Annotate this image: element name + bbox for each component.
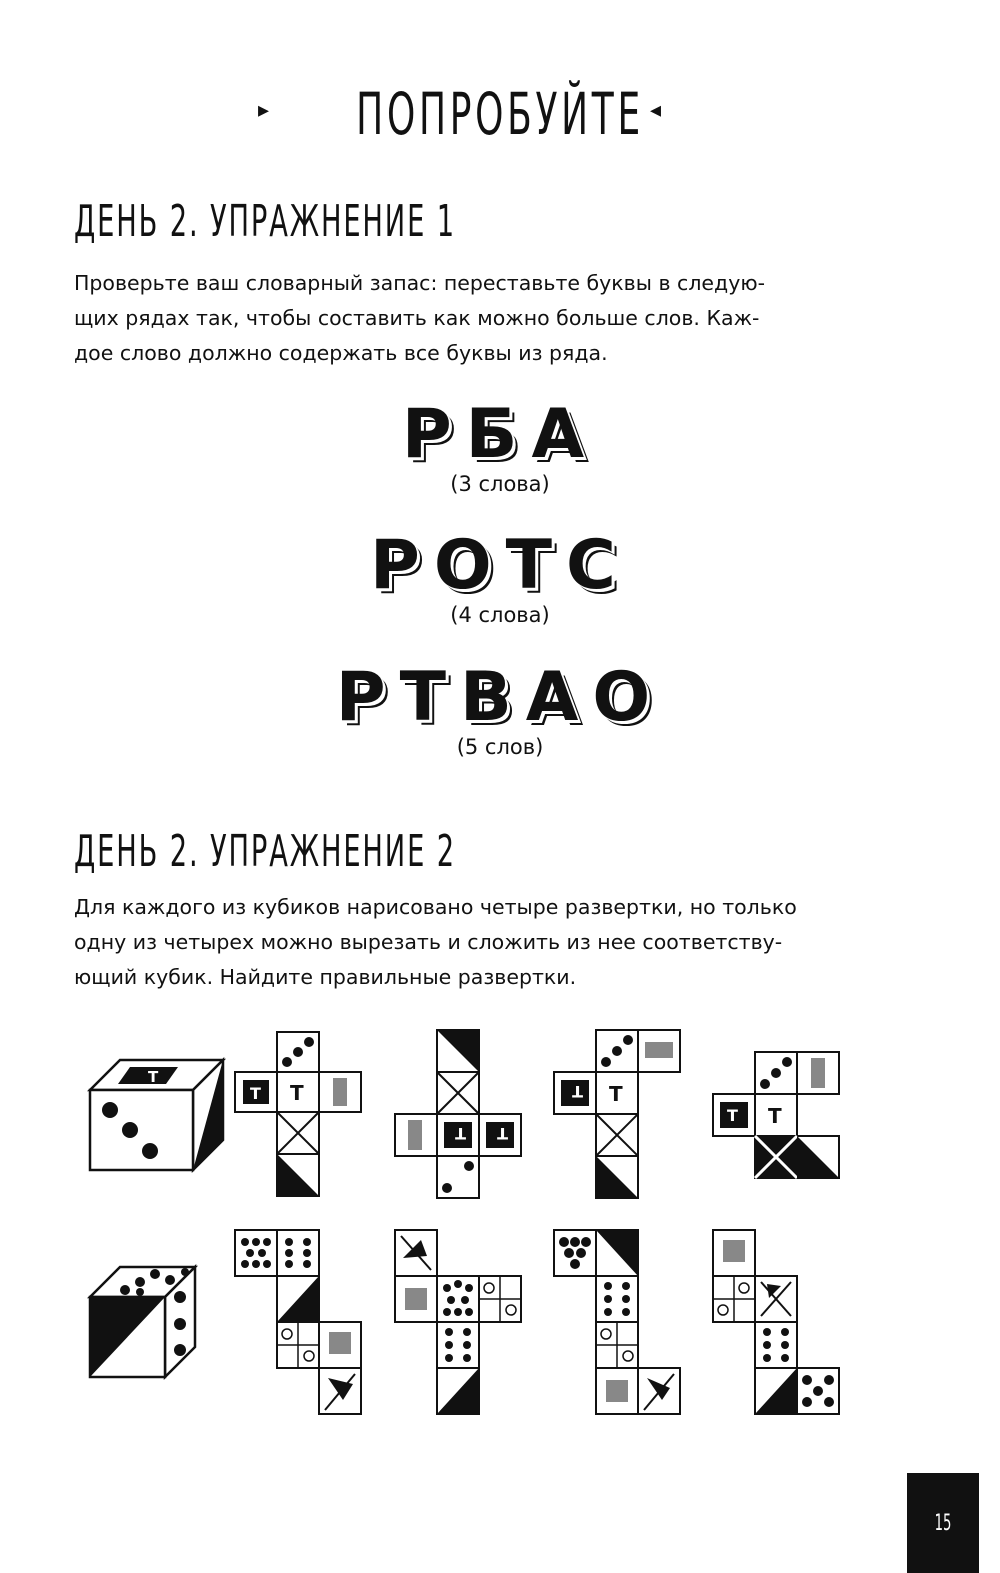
svg-text:T: T: [250, 1084, 261, 1103]
cube-net-1d: [711, 1050, 843, 1180]
exercise1-text-line: щих рядах так, чтобы составить как можно больше слов. Каж-: [74, 306, 760, 330]
svg-text:T: T: [455, 1124, 466, 1143]
word-letters: РОТС: [370, 526, 630, 605]
cube-net-1a: [233, 1030, 365, 1200]
svg-text:T: T: [609, 1082, 623, 1106]
page-number-tab: [907, 1473, 979, 1573]
cube-2-illustration: [85, 1262, 205, 1382]
svg-text:T: T: [148, 1068, 159, 1086]
exercise2-title: ДЕНЬ 2. УПРАЖНЕНИЕ 2: [74, 826, 456, 877]
cube-net-2a: [233, 1228, 365, 1418]
svg-text:T: T: [727, 1106, 738, 1125]
page-title: ПОПРОБУЙТЕ: [356, 80, 644, 148]
exercise1-text-line: Проверьте ваш словарный запас: переставьте буквы в следую-: [74, 271, 766, 295]
exercise1-text-line: дое слово должно содержать все буквы из ряда.: [74, 341, 608, 365]
cube-net-2b: [393, 1228, 525, 1418]
cube-net-2d: [711, 1228, 843, 1418]
word-count: (3 слова): [450, 472, 550, 496]
exercise1-text: [74, 266, 874, 371]
page-number: 15: [934, 1511, 952, 1536]
svg-text:T: T: [290, 1081, 304, 1105]
svg-text:T: T: [572, 1082, 583, 1101]
header-arrow-right: ◂: [650, 98, 662, 123]
exercise1-title: ДЕНЬ 2. УПРАЖНЕНИЕ 1: [74, 196, 456, 247]
exercise2-text: [74, 890, 874, 995]
word-count: (5 слов): [456, 735, 544, 759]
cube-net-2c: [552, 1228, 684, 1418]
header-arrow-left: ▸: [258, 98, 270, 123]
exercise2-text-line: ющий кубик. Найдите правильные развертки.: [74, 965, 577, 989]
cube-net-1c: [552, 1028, 684, 1200]
word-letters: РБА: [401, 395, 599, 474]
svg-text:T: T: [768, 1104, 782, 1128]
word-letters: РТВАО: [335, 658, 665, 737]
cube-1-illustration: [80, 1055, 230, 1175]
exercise2-text-line: Для каждого из кубиков нарисовано четыре развертки, но только: [74, 895, 797, 919]
exercise2-text-line: одну из четырех можно вырезать и сложить из нее соответству-: [74, 930, 783, 954]
word-count: (4 слова): [450, 603, 550, 627]
page-header: [0, 80, 1000, 148]
svg-text:T: T: [497, 1124, 508, 1143]
cube-net-1b: [393, 1028, 525, 1200]
